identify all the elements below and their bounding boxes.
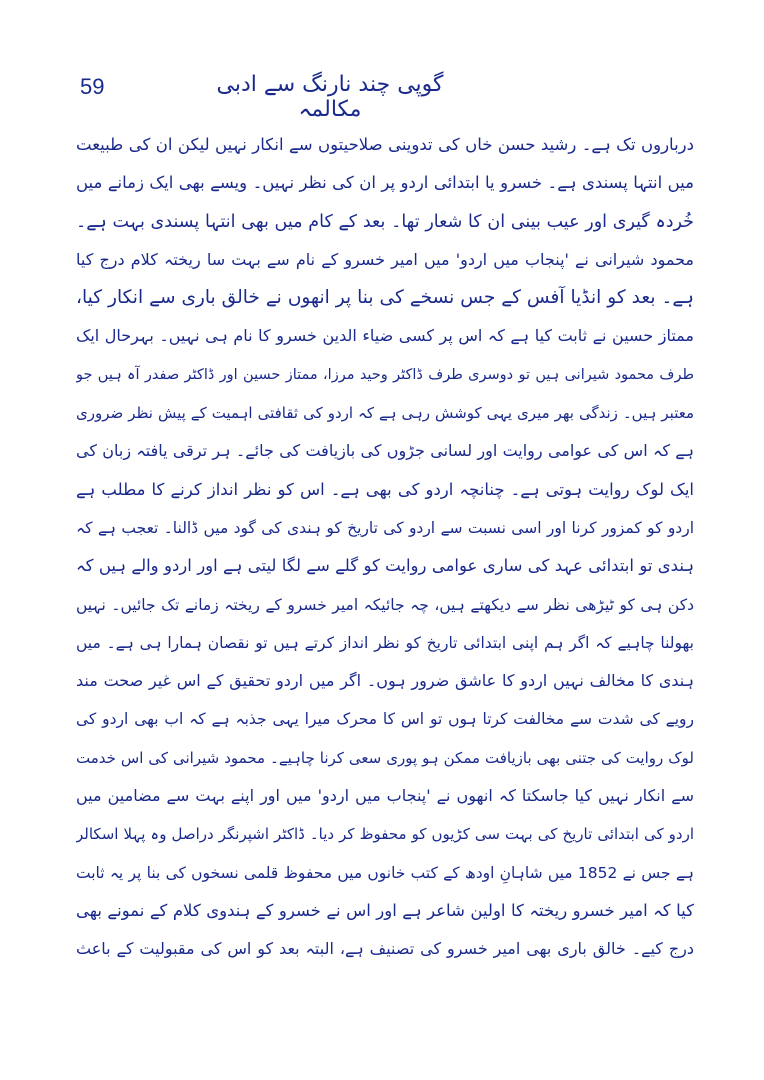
text-line: ممتاز حسین نے ثابت کیا ہے کہ اس پر کسی ضیاء الدین خسرو کا نام ہی نہیں۔ بہرحال ایک bbox=[76, 326, 694, 346]
page-header bbox=[70, 62, 690, 122]
text-line: رویے کی شدت سے مخالفت کرتا ہوں تو اس کا محرک میرا یہی جذبہ ہے کہ اب بھی اردو کی bbox=[76, 710, 694, 729]
text-line: سے انکار نہیں کیا جاسکتا کہ انھوں نے 'پنجاب میں اردو' میں اور اپنے بہت سے مضامین میں bbox=[76, 786, 694, 806]
text-line: دکن ہی کو ٹیڑھی نظر سے دیکھتے ہیں، چہ جائیکہ امیر خسرو کے ریختہ زمانے تک جائیں۔ نہیں bbox=[76, 595, 694, 614]
text-line: ہے جس نے 1852 میں شاہانِ اودھ کے کتب خانوں میں محفوظ قلمی نسخوں کی بنا پر یہ ثابت bbox=[76, 863, 694, 882]
running-title: گوپی چند نارنگ سے ادبی مکالمہ bbox=[216, 72, 444, 122]
text-line: درباروں تک ہے۔ رشید حسن خاں کی تدوینی صلاحیتوں سے انکار نہیں لیکن ان کی طبیعت bbox=[76, 135, 694, 154]
text-line: درج کیے۔ خالق باری بھی امیر خسرو کی تصنیف ہے، البتہ بعد کو اس کی مقبولیت کے باعث bbox=[76, 939, 694, 959]
text-line: اردو کو کمزور کرنا اور اسی نسبت سے اردو کی تاریخ کو ہندی کی گود میں ڈالنا۔ تعجب ہے کہ bbox=[76, 518, 694, 537]
text-line: ہے کہ اس کی عوامی روایت اور لسانی جڑوں کی بازیافت کی جائے۔ ہر ترقی یافتہ زبان کی bbox=[76, 441, 694, 461]
text-line: میں انتہا پسندی ہے۔ خسرو یا ابتدائی اردو پر ان کی نظر نہیں۔ ویسے بھی ایک زمانے میں bbox=[76, 173, 694, 193]
body-text bbox=[76, 126, 694, 969]
text-line: ایک لوک روایت ہوتی ہے۔ چنانچہ اردو کی بھی ہے۔ اس کو نظر انداز کرنے کا مطلب ہے bbox=[76, 479, 694, 499]
text-line: ہندی تو ابتدائی عہد کی ساری عوامی روایت کو گلے سے لگا لیتی ہے اور اردو والے ہیں کہ bbox=[76, 556, 694, 576]
text-line: خُردہ گیری اور عیب بینی ان کا شعار تھا۔ بعد کے کام میں بھی انتہا پسندی بہت ہے۔ bbox=[76, 211, 694, 232]
text-line: معتبر ہیں۔ زندگی بھر میری یہی کوشش رہی ہے کہ اردو کی ثقافتی اہمیت کے پیش نظر ضروری bbox=[76, 404, 694, 423]
text-line: اردو کی ابتدائی تاریخ کی بہت سی کڑیوں کو محفوظ کر دیا۔ ڈاکٹر اشپرنگر دراصل وہ پہلا اسکالر bbox=[76, 825, 694, 844]
text-line: ہے۔ بعد کو انڈیا آفس کے جس نسخے کی بنا پر انھوں نے خالق باری سے انکار کیا، bbox=[76, 287, 694, 309]
text-line: ہندی کا مخالف نہیں اردو کا عاشق ضرور ہوں۔ اگر میں اردو تحقیق کے اس غیر صحت مند bbox=[76, 671, 694, 691]
text-line: طرف محمود شیرانی ہیں تو دوسری طرف ڈاکٹر وحید مرزا، ممتاز حسین اور ڈاکٹر صفدر آہ ہیں جو bbox=[76, 366, 694, 383]
text-line: کیا کہ امیر خسرو ریختہ کا اولین شاعر ہے اور اس نے خسرو کے ہندوی کلام کے نمونے بھی bbox=[76, 900, 694, 920]
text-line: لوک روایت کی جتنی بھی بازیافت ممکن ہو پوری سعی کرنا چاہیے۔ محمود شیرانی کی اس خدمت bbox=[76, 748, 694, 767]
text-line: بھولنا چاہیے کہ اگر ہم اپنی ابتدائی تاریخ کو نظر انداز کرتے ہیں تو نقصان ہمارا ہی ہے۔ میں bbox=[76, 633, 694, 652]
page-number: 59 bbox=[80, 74, 105, 99]
text-line: محمود شیرانی نے 'پنجاب میں اردو' میں امیر خسرو کے نام سے بہت سا ریختہ کلام درج کیا bbox=[76, 249, 694, 269]
